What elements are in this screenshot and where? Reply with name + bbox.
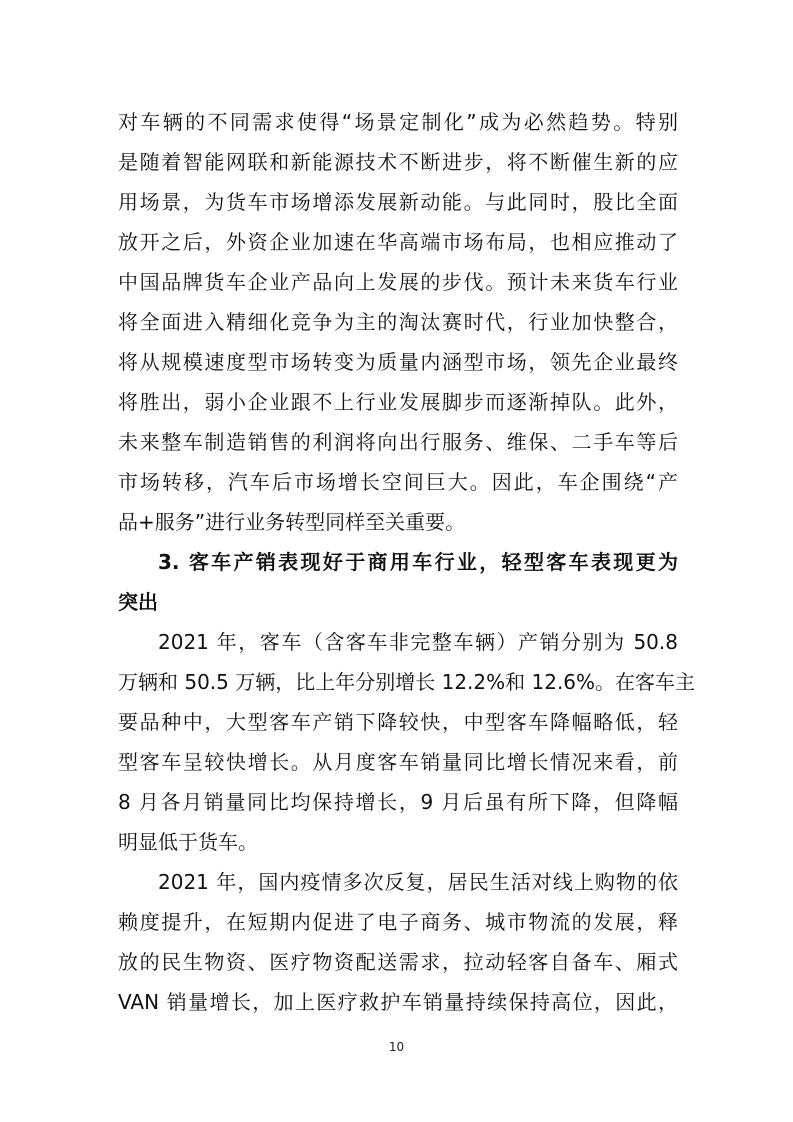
text-line: 放的民生物资、医疗物资配送需求，拉动轻客自备车、厢式 — [118, 950, 678, 974]
text-line: 对车辆的不同需求使得“场景定制化”成为必然趋势。特别 — [118, 110, 678, 134]
text-line: 2021 年，国内疫情多次反复，居民生活对线上购物的依 — [158, 870, 678, 894]
section-heading — [118, 542, 678, 622]
text-line: 赖度提升，在短期内促进了电子商务、城市物流的发展，释 — [118, 910, 678, 934]
text-line: 将全面进入精细化竞争为主的淘汰赛时代，行业加快整合， — [118, 310, 678, 334]
paragraph-3 — [118, 862, 678, 1022]
heading-line: 3. 客车产销表现好于商用车行业，轻型客车表现更为 — [158, 550, 678, 574]
text-line: 品+服务”进行业务转型同样至关重要。 — [118, 510, 466, 534]
heading-line: 突出 — [118, 590, 158, 614]
text-line: 将从规模速度型市场转变为质量内涵型市场，领先企业最终 — [118, 350, 678, 374]
text-line: 放开之后，外资企业加速在华高端市场布局，也相应推动了 — [118, 230, 678, 254]
paragraph-1 — [118, 102, 678, 542]
text-line: 将胜出，弱小企业跟不上行业发展脚步而逐渐掉队。此外， — [118, 390, 678, 414]
text-line: 未来整车制造销售的利润将向出行服务、维保、二手车等后 — [118, 430, 678, 454]
text-line: 市场转移，汽车后市场增长空间巨大。因此，车企围绕“产 — [118, 470, 678, 494]
text-line: 2021 年，客车（含客车非完整车辆）产销分别为 50.8 — [158, 630, 678, 654]
text-line: VAN 销量增长，加上医疗救护车销量持续保持高位，因此， — [118, 990, 678, 1014]
text-line: 8 月各月销量同比均保持增长，9 月后虽有所下降，但降幅 — [118, 790, 678, 814]
page-number: 10 — [388, 1040, 405, 1054]
text-line: 中国品牌货车企业产品向上发展的步伐。预计未来货车行业 — [118, 270, 678, 294]
text-line: 明显低于货车。 — [118, 830, 258, 854]
paragraph-2 — [118, 622, 696, 862]
text-line: 型客车呈较快增长。从月度客车销量同比增长情况来看，前 — [118, 750, 678, 774]
text-line: 要品种中，大型客车产销下降较快，中型客车降幅略低，轻 — [118, 710, 678, 734]
document-body — [118, 102, 696, 1022]
text-line: 用场景，为货车市场增添发展新动能。与此同时，股比全面 — [118, 190, 678, 214]
text-line: 万辆和 50.5 万辆，比上年分别增长 12.2%和 12.6%。在客车主 — [118, 670, 696, 694]
text-line: 是随着智能网联和新能源技术不断进步，将不断催生新的应 — [118, 150, 678, 174]
